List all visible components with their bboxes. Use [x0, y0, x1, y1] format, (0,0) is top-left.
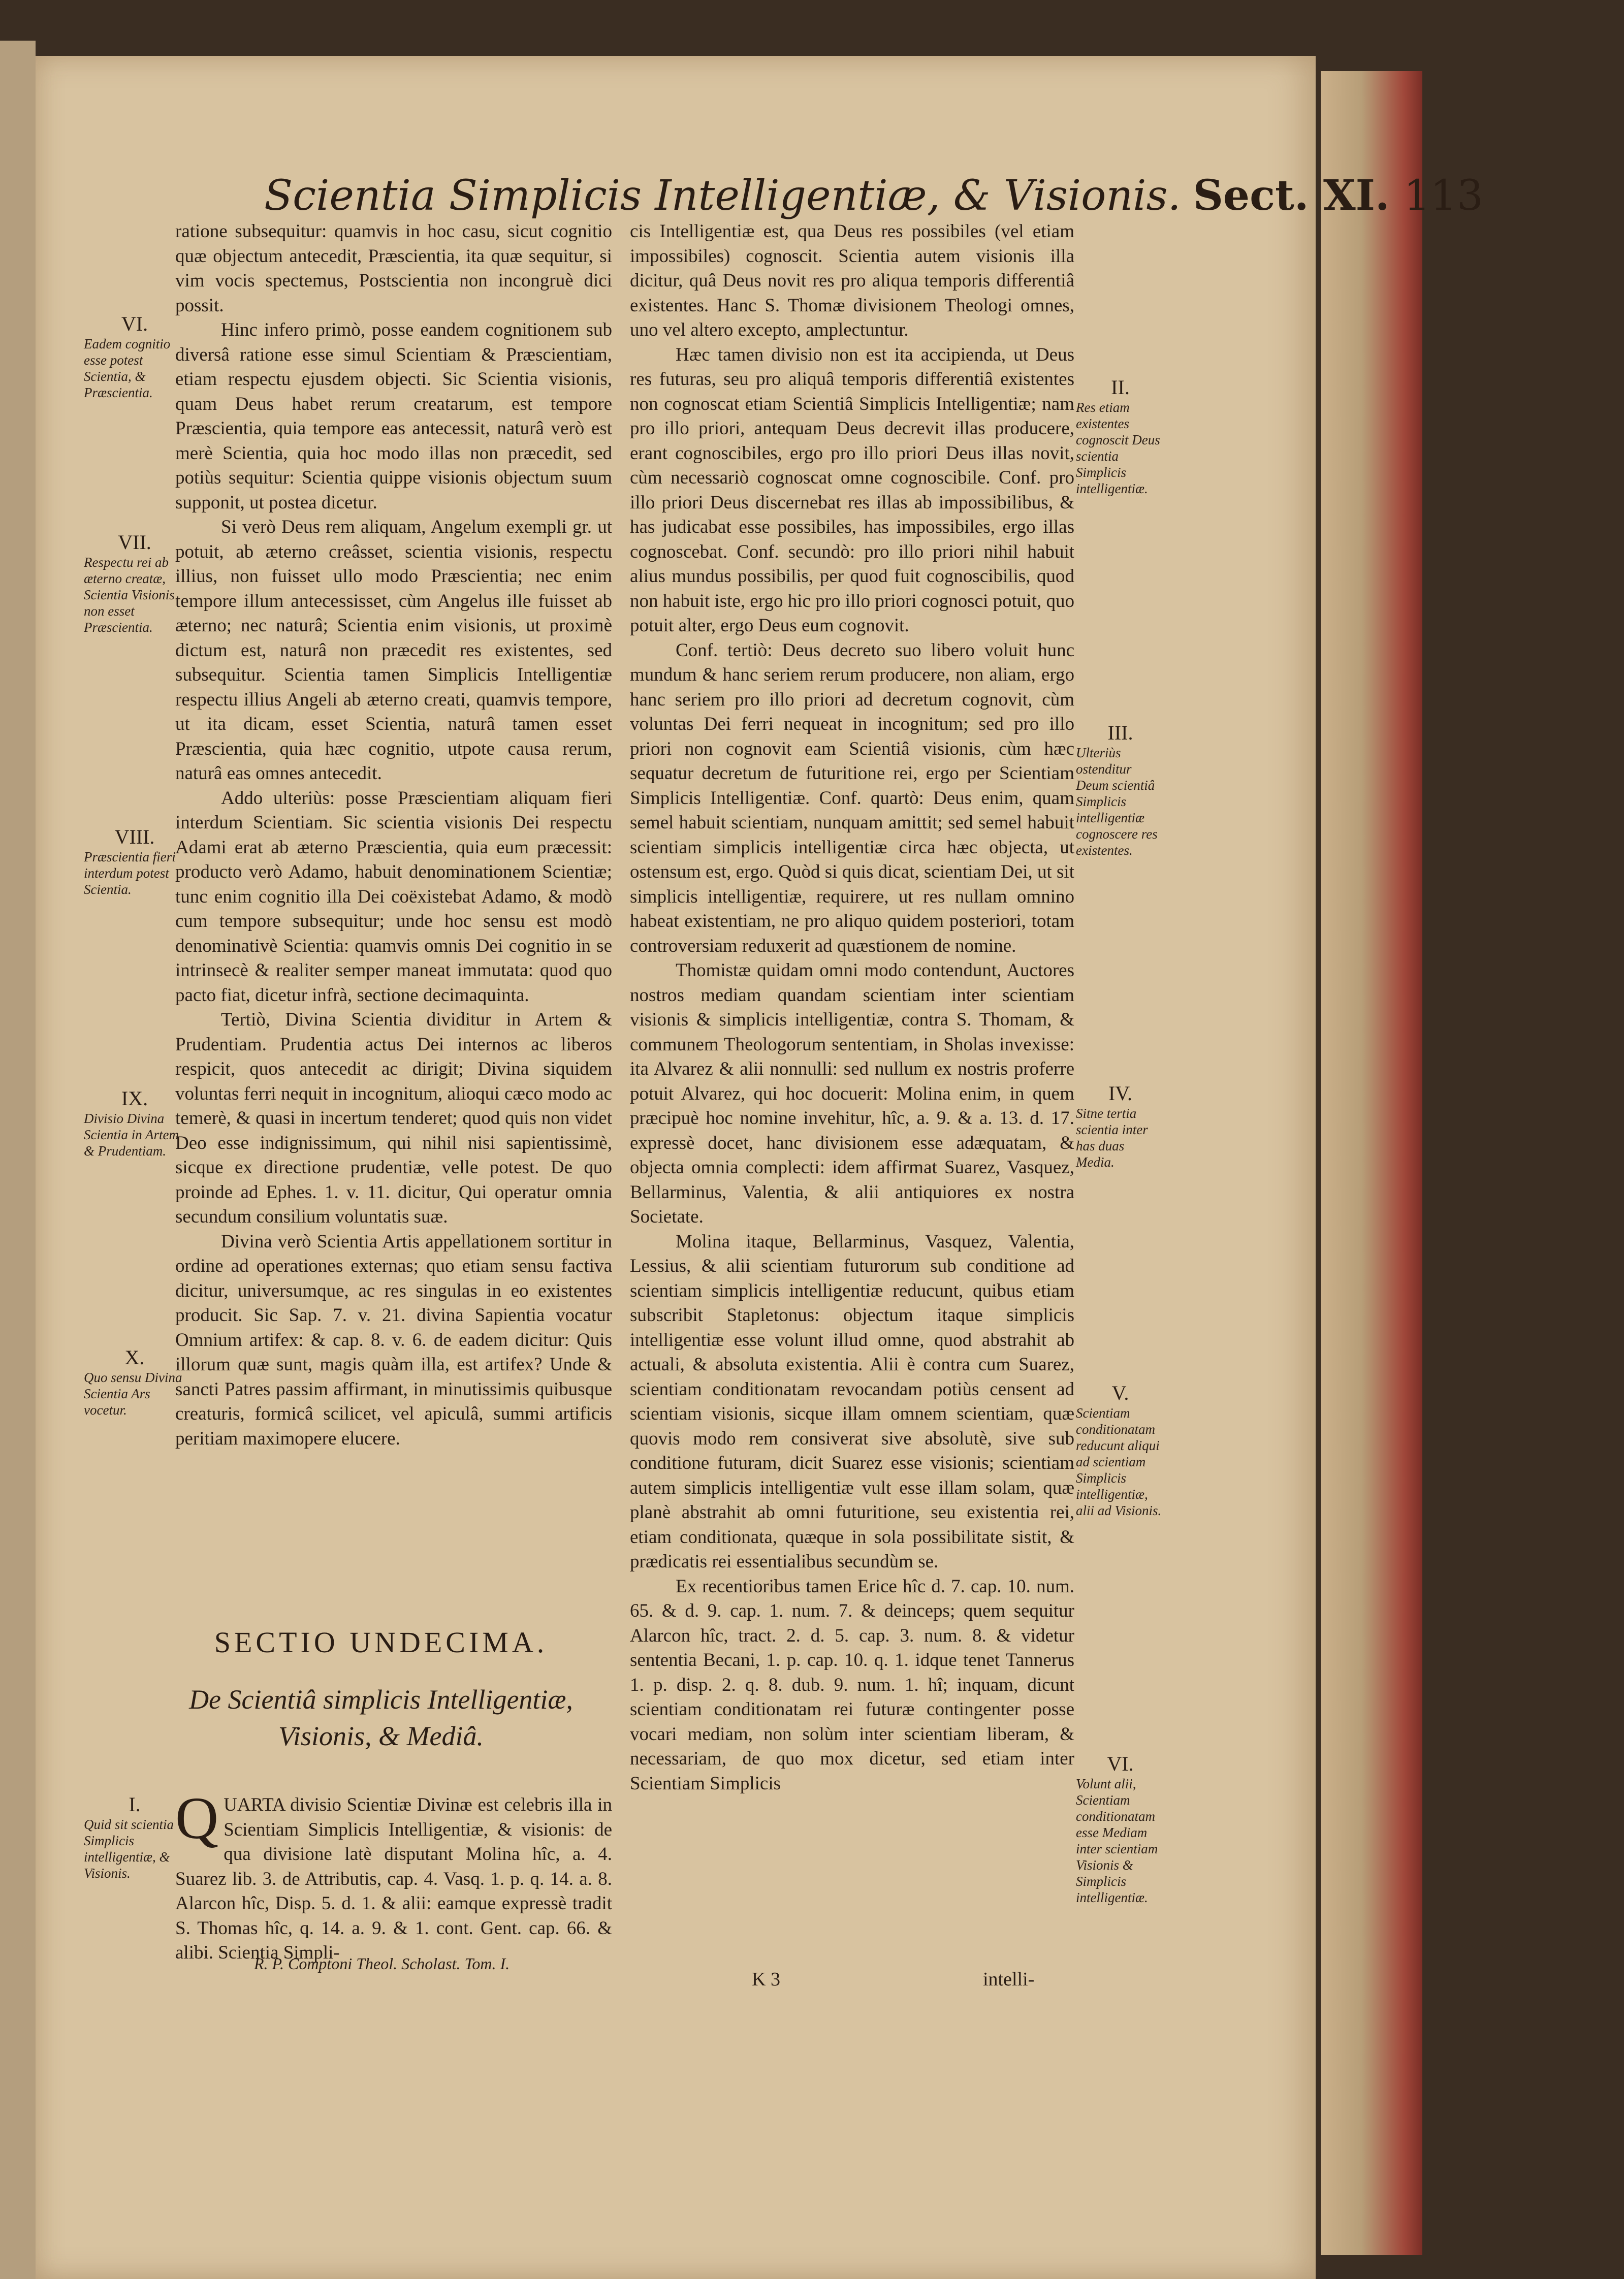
paragraph: cis Intelligentiæ est, qua Deus res possibiles (vel etiam impossibiles) cognoscit. Scientia autem visionis illa dicitur, quâ Deus novit res pro aliqua temporis differentiâ existentes. Hanc S. Thomæ divisionem Theologi omnes, uno vel altero excepto, amplectuntur. — [630, 221, 1074, 340]
margin-note-number: III. — [1107, 721, 1133, 744]
margin-note-left — [84, 825, 185, 897]
book-fore-edge — [1321, 71, 1422, 2255]
margin-note-right — [1076, 376, 1165, 497]
footer-note: R. P. Comptoni Theol. Scholast. Tom. I. — [254, 1954, 510, 1973]
paragraph: Divina verò Scientia Artis appellationem sortitur in ordine ad operationes externas; quo etiam sensu factiva dicitur, universumque, ac res singulas in eo existentes producit. Sic Sap. 7. v. 21. divina Sapientia vocatur Omnium artifex: & cap. 8. v. 6. de eadem dicitur: Quis illorum quæ sunt, magis quàm illa, est artifex? Unde & sancti Patres passim affirmant, in minutissimis quibusque creaturis, formicâ scilicet, vel apiculâ, summi artificis peritiam maximopere elucere. — [175, 1231, 612, 1449]
margin-note-text: Volunt alii, Scientiam conditionatam esse Mediam inter scientiam Visionis & Simplicis intelligentiæ. — [1076, 1776, 1158, 1905]
right-column — [630, 219, 1074, 1941]
running-title: Scientia Simplicis Intelligentiæ, & Visionis. — [264, 172, 1181, 220]
margin-note-number: VII. — [118, 531, 151, 554]
paragraph: Molina itaque, Bellarminus, Vasquez, Valentia, Lessius, & alii scientiam futurorum sub conditione ad scientiam simplicis intelligentiæ reducunt, quibus etiam subscribit Stapletonus: objectum itaque simplicis intelligentiæ esse volunt illud omne, quod abstrahit ab actuali, & absoluta existentia. Alii è contra cum Suarez, scientiam conditionatam revocandam potiùs censent ad scientiam visionis, sicque illam omnem scientiam, quæ quovis modo rem consiverat sive absolutè, sive sub conditione futuram, dicit Suarez esse visionis; scientiam autem simplicis intelligentiæ vult esse illam solam, quæ planè abstrahit ab omni futuritione, seu existentia rei, etiam conditionata, quæque in sola possibilitate sistit, & prædicatis rei essentialibus secundùm se. — [630, 1231, 1074, 1572]
margin-note-right — [1076, 721, 1165, 858]
running-header — [264, 168, 1484, 223]
section-label: Sect. XI. — [1193, 171, 1390, 220]
paragraph: Conf. tertiò: Deus decreto suo libero voluit hunc mundum & hanc seriem rerum producere, non aliam, ergo hanc seriem pro illo priori ad decretum cognovit, cùm voluntas Dei ferri nequeat in incognitum; sed pro illo priori non cognovit eam Scientiâ visionis, cùm hæc sequatur decretum de futuritione rei, ergo per Scientiam Simplicis Intelligentiæ. Conf. quartò: Deus enim, quam semel habuit scientiam, nunquam amittit; sed semel habuit scientiam simplicis intelligentiæ circa hæc objecta, ut ostensum est, ergo. Quòd si quis dicat, scientiam Dei, ut sit simplicis intelligentiæ, requirere, ut res nullam omnino habeat existentiam, ne pro aliquo quidem posteriori, totam controversiam reduxerit ad quæstionem de nomine. — [630, 639, 1074, 956]
paragraph — [175, 1785, 612, 1966]
margin-note-number: VI. — [1107, 1752, 1134, 1775]
margin-note-text: Res etiam existentes cognoscit Deus scientia Simplicis intelligentiæ. — [1076, 400, 1160, 496]
margin-note-number: X. — [124, 1346, 145, 1369]
margin-note-left — [84, 1346, 185, 1418]
margin-note-text: Scientiam conditionatam reducunt aliqui ad scientiam Simplicis intelligentiæ, alii ad Visionis. — [1076, 1405, 1162, 1518]
margin-note-right — [1076, 1382, 1165, 1519]
margin-note-left — [84, 1793, 185, 1881]
left-column — [175, 219, 612, 1662]
margin-note-number: I. — [129, 1793, 141, 1816]
drop-capital: Q — [175, 1785, 219, 1851]
margin-note-text: Sitne tertia scientia inter has duas Media. — [1076, 1106, 1148, 1170]
left-column-section-start — [175, 1785, 612, 1963]
margin-note-right — [1076, 1752, 1165, 1906]
margin-note-number: VI. — [121, 312, 148, 335]
margin-note-number: IX. — [121, 1087, 148, 1110]
paragraph: Addo ulteriùs: posse Præscientiam aliquam fieri interdum Scientiam. Sic scientia visionis Dei respectu Adami erat ab æterno Præscientia, quia eum præcessit: producto verò Adamo, habuit denominationem Scientiæ; tunc enim cognitio illa Dei coëxistebat Adamo, & modò cum tempore subsequitur; unde hoc sensu est modò denominativè Scientia: quamvis omnis Dei cognitio in se intrinsecè & realiter semper maneat immutata: quod quo pacto fiat, dicetur infrà, sectione decimaquinta. — [175, 787, 612, 1006]
margin-note-text: Quid sit scientia Simplicis intelligentiæ, & Visionis. — [84, 1817, 174, 1881]
margin-note-text: Eadem cognitio esse potest Scientia, & Præscientia. — [84, 336, 171, 400]
paragraph: Hinc infero primò, posse eandem cognitionem sub diversâ ratione esse simul Scientiam & Præscientiam, etiam respectu ejusdem objecti. Sic Scientia visionis, quam Deus habet rerum creatarum, est tempore Præscientia, quia tempore eas antecessit, naturâ verò est merè Scientia, quia hoc modo illas non præcedit, sed potiùs sequitur: Scientia quippe visionis objectum suum supponit, ut postea dicetur. — [175, 319, 612, 513]
margin-note-text: Ulteriùs ostenditur Deum scientiâ Simplicis intelligentiæ cognoscere res existentes. — [1076, 745, 1158, 858]
page-number: 113 — [1404, 172, 1484, 220]
section-title: SECTIO UNDECIMA. — [214, 1626, 548, 1659]
paragraph: Si verò Deus rem aliquam, Angelum exempli gr. ut potuit, ab æterno creâsset, scientia visionis, respectu illius, non fuisset ullo modo Præscientia; nec enim tempore illum antecessisset, cùm Angelus ille fuisset ab æterno; nec naturâ; Scientia enim visionis, ut proximè dictum est, naturâ non præcedit res existentes, sed subsequitur. Scientia tamen Simplicis Intelligentiæ respectu illius Angeli ab æterno creati, quamvis tempore, ut ita dicam, esset Scientia, naturâ tamen esset Præscientia, quia hæc cognitio, utpote causa rerum, naturâ eas omnes antecedit. — [175, 517, 612, 784]
margin-note-right — [1076, 1082, 1165, 1170]
adjacent-page-edge — [0, 41, 36, 2279]
margin-note-number: IV. — [1108, 1082, 1133, 1105]
margin-note-number: II. — [1111, 376, 1130, 399]
paragraph: Tertiò, Divina Scientia dividitur in Artem & Prudentiam. Prudentia actus Dei internos ac liberos respicit, quos antecedit ac dirigit; Divina siquidem voluntas ferri nequit in incognitum, alioqui cæco modo ac temerè, & quasi in incertum tenderet; quod quis non videt Deo esse indignissimum, qui nihil nisi sapientissimè, sicque ex directione prudentiæ, velle potest. De quo proinde ad Ephes. 1. v. 11. dicitur, Qui operatur omnia secundum consilium voluntatis suæ. — [175, 1009, 612, 1227]
margin-note-left — [84, 531, 185, 635]
margin-note-number: V. — [1111, 1382, 1129, 1404]
paragraph: Hæc tamen divisio non est ita accipienda, ut Deus res futuras, seu pro aliquâ temporis differentiâ existentes non cognoscat etiam Scientiâ Simplicis Intelligentiæ; nam pro illo priori, antequam Deus decrevit illas producere, erant cognoscibiles, ergo pro illo priori Deus illas novit, cùm necessariò cognoscat omne cognoscibile. Conf. pro illo priori Deus discernebat res illas ab impossibilibus, & has judicabat esse possibiles, has impossibiles, ergo illas cognoscebat. Conf. secundò: pro illo priori nihil habuit alius mundus possibilis, per quod fuit cognoscibilis, quod non habuit iste, ergo hic pro illo priori cognosci potuit, quo potuit alter, ergo Deus eum cognovit. — [630, 344, 1074, 636]
paragraph-text: UARTA divisio Scientiæ Divinæ est celebris illa in Scientiam Simplicis Intelligentiæ, & visionis: de qua divisione latè disputant Molina hîc, a. 4. Suarez lib. 3. de Attributis, cap. 4. Vasq. 1. p. q. 14. a. 8. Alarcon hîc, Disp. 5. d. 1. & alii: eamque expressè tradit S. Thomas hîc, q. 14. a. 9. & 1. cont. Gent. cap. 66. & alibi. Scientia Simpli- — [175, 1794, 612, 1963]
margin-note-text: Præscientia fieri interdum potest Scientia. — [84, 849, 176, 897]
section-subtitle: De Scientiâ simplicis Intelligentiæ, Visionis, & Mediâ. — [189, 1684, 573, 1751]
margin-note-left — [84, 312, 185, 401]
catchword: intelli- — [983, 1969, 1035, 1990]
margin-note-number: VIII. — [114, 825, 155, 848]
margin-note-text: Quo sensu Divina Scientia Ars vocetur. — [84, 1370, 182, 1418]
paragraph: Thomistæ quidam omni modo contendunt, Auctores nostros mediam quandam scientiam inter scientiam visionis & simplicis intelligentiæ, contra S. Thomam, & communem Theologorum sententiam, in Sholas invexisse: ita Alvarez & alii nonnulli: sed nullum ex nostris proferre potuit Alvarez, qui hoc docuerit: Molina enim, in quem præcipuè hoc nomine invehitur, hîc, a. 9. & a. 13. d. 17. expressè docet, hanc divisionem esse adæquatam, & objecta omnia complecti: idem affirmat Suarez, Vasquez, Bellarminus, Valentia, & alii antiquiores ex nostra Societate. — [630, 960, 1074, 1227]
paragraph: Ex recentioribus tamen Erice hîc d. 7. cap. 10. num. 65. & d. 9. cap. 1. num. 7. & deinceps; quem sequitur Alarcon hîc, tract. 2. d. 5. cap. 3. num. 8. & videtur sententia Becani, 1. p. cap. 10. q. 1. idque tenet Tannerus 1. p. disp. 2. q. 8. dub. 9. num. 1. hî; inquam, dicunt scientiam conditionatam rei futuræ contingenter posse vocari mediam, non solùm inter scientiam liberam, & necessariam, de quo mox dicetur, sed etiam inter Scientiam Simplicis — [630, 1576, 1074, 1794]
signature-mark: K 3 — [752, 1969, 780, 1990]
paragraph: ratione subsequitur: quamvis in hoc casu, sicut cognitio quæ objectum antecedit, Præscientia, ita quæ sequitur, si vim vocis spectemus, Postscientia non incongruè dici possit. — [175, 221, 612, 316]
margin-note-text: Divisio Divina Scientia in Artem & Prudentiam. — [84, 1111, 179, 1159]
margin-note-left — [84, 1087, 185, 1159]
margin-note-text: Respectu rei ab æterno creatæ, Scientia Visionis non esset Præscientia. — [84, 555, 175, 635]
